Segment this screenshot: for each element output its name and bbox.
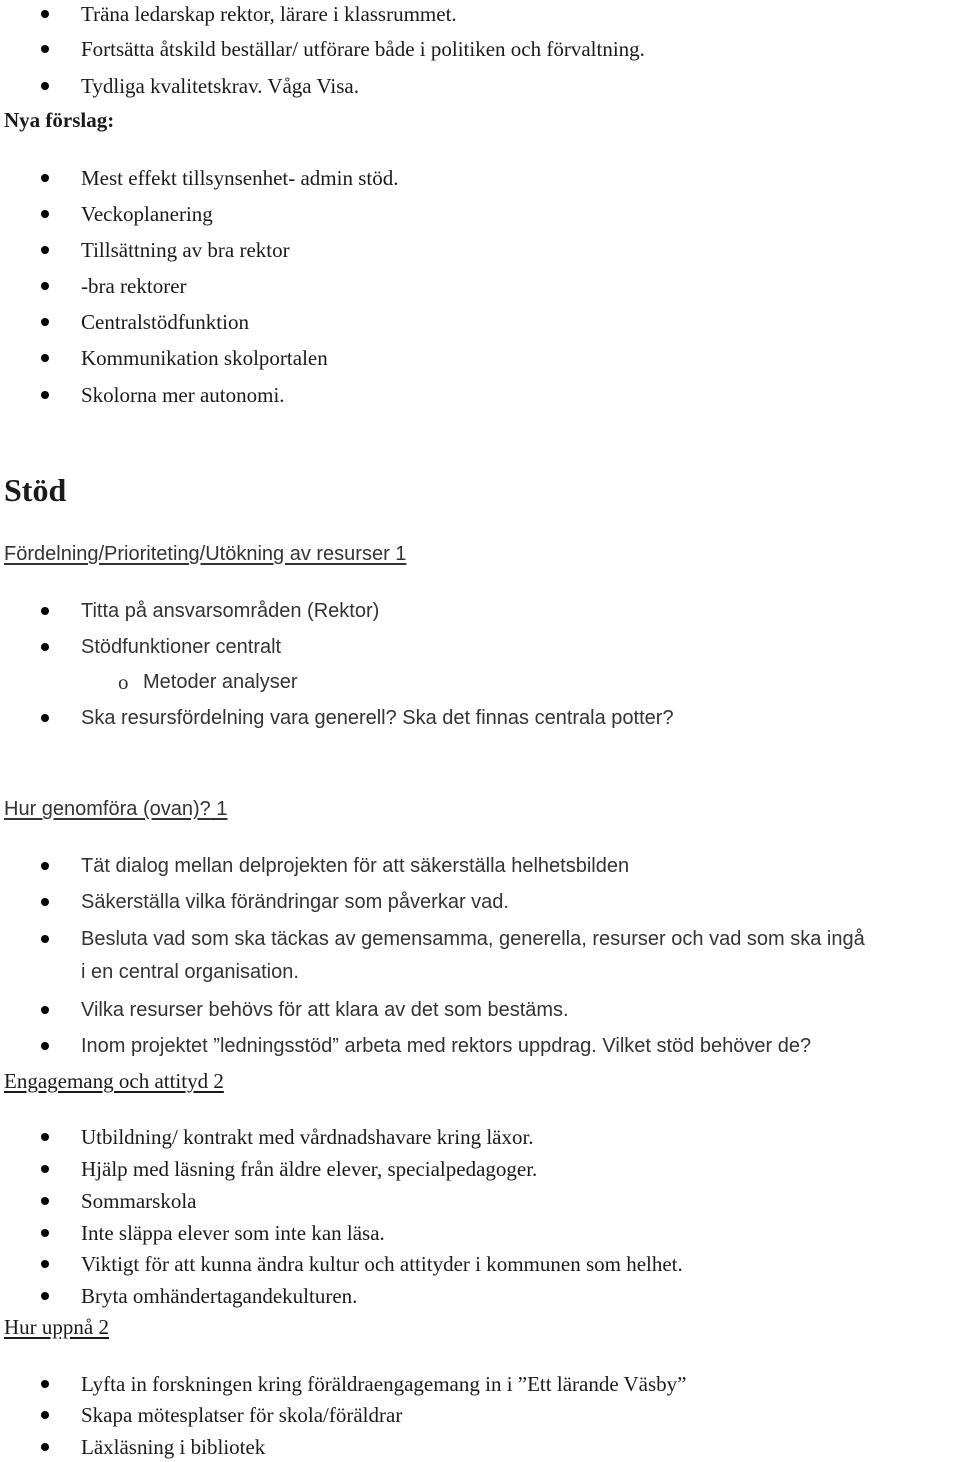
bullet-icon bbox=[41, 82, 49, 90]
item-text-a: Inom projektet ”ledningsstöd” arbeta med rektors uppdrag. bbox=[81, 1035, 597, 1057]
bullet-icon bbox=[41, 246, 49, 254]
bullet-icon bbox=[41, 935, 49, 943]
bullet-icon bbox=[41, 45, 49, 53]
stod-subheading: Fördelning/Prioriteting/Utökning av resurser 1 bbox=[4, 543, 407, 565]
hur-genomfora-heading bbox=[4, 796, 227, 822]
bullet-icon bbox=[41, 174, 49, 182]
bullet-icon bbox=[41, 282, 49, 290]
hur-uppna-heading: Hur uppnå 2 bbox=[4, 1315, 109, 1339]
bullet-icon bbox=[41, 10, 49, 18]
bullet-icon bbox=[41, 1133, 49, 1141]
hur-genomfora-heading-text: Hur genomföra (ovan)? bbox=[4, 798, 211, 820]
bullet-icon bbox=[41, 862, 49, 870]
bullet-icon bbox=[41, 1260, 49, 1268]
bullet-icon bbox=[41, 1042, 49, 1050]
item-text-b: Vilket stöd behöver de? bbox=[596, 1035, 812, 1057]
engagemang-heading: Engagemang och attityd 2 bbox=[4, 1069, 224, 1093]
bullet-icon bbox=[41, 1380, 49, 1388]
stod-title: Stöd bbox=[4, 472, 67, 508]
bullet-icon bbox=[41, 607, 49, 615]
bullet-icon bbox=[41, 391, 49, 399]
bullet-icon bbox=[41, 714, 49, 722]
bullet-icon bbox=[41, 1411, 49, 1419]
bullet-icon bbox=[41, 354, 49, 362]
bullet-icon bbox=[41, 1165, 49, 1173]
bullet-icon bbox=[41, 1443, 49, 1451]
bullet-icon bbox=[41, 1006, 49, 1014]
bullet-icon bbox=[41, 643, 49, 651]
bullet-icon bbox=[41, 1292, 49, 1300]
circle-bullet-icon: o bbox=[118, 670, 129, 694]
bullet-icon bbox=[41, 1229, 49, 1237]
nya-forslag-heading: Nya förslag: bbox=[4, 108, 115, 132]
document-page: Träna ledarskap rektor, lärare i klassrummet. Fortsätta åtskild beställar/ utförare både i politiken och förvaltning. Tydliga kvalitetskrav. Våga Visa. Nya förslag: Mest effekt tillsynsenhet- admin stöd. Veckoplanering Tillsättning av bra rektor -bra rektorer Centralstödfunktion Kommunikation skolportalen Skolorna mer autonomi. Stöd Fördelning/Prioriteting/Utökning av resurser 1 Titta på ansvarsområden (Rektor) Stödfunktioner centralt o Metoder analyser Ska resursfördelning vara generell? Ska det finnas centrala potter? Hur genomföra (ovan)? 1 Tät dialog mellan delprojekten för att säkerställa helhetsbilden Säkerställa vilka förändringar som påverkar vad. Besluta vad som ska täckas av gemensamma, generella, resurser och vad som ska ingå i en central organisation. Vilka resurser behövs för att klara av det som bestäms. Inom projektet ”ledningsstöd” arbeta med rektors uppdrag. Vilket stöd behöver de? Engagemang och attityd 2 Utbildning/ kontrakt med vårdnadshavare kring läxor. Hjälp med läsning från äldre elever, specialpedagoger. Sommarskola Inte släppa elever som inte kan läsa. Viktigt för att kunna ändra kultur och attityder i kommunen som helhet. Bryta omhändertagandekulturen. Hur uppnå 2 Lyfta in forskningen kring föräldraengagemang in i ”Ett lärande Väsby” Skapa mötesplatser för skola/föräldrar Läxläsning i bibliotek bbox=[4, 2, 865, 1459]
bullet-icon bbox=[41, 1197, 49, 1205]
bullet-icon bbox=[41, 210, 49, 218]
hur-genomfora-heading-num: 1 bbox=[210, 798, 228, 820]
bullet-icon bbox=[41, 318, 49, 326]
bullet-icon bbox=[41, 898, 49, 906]
